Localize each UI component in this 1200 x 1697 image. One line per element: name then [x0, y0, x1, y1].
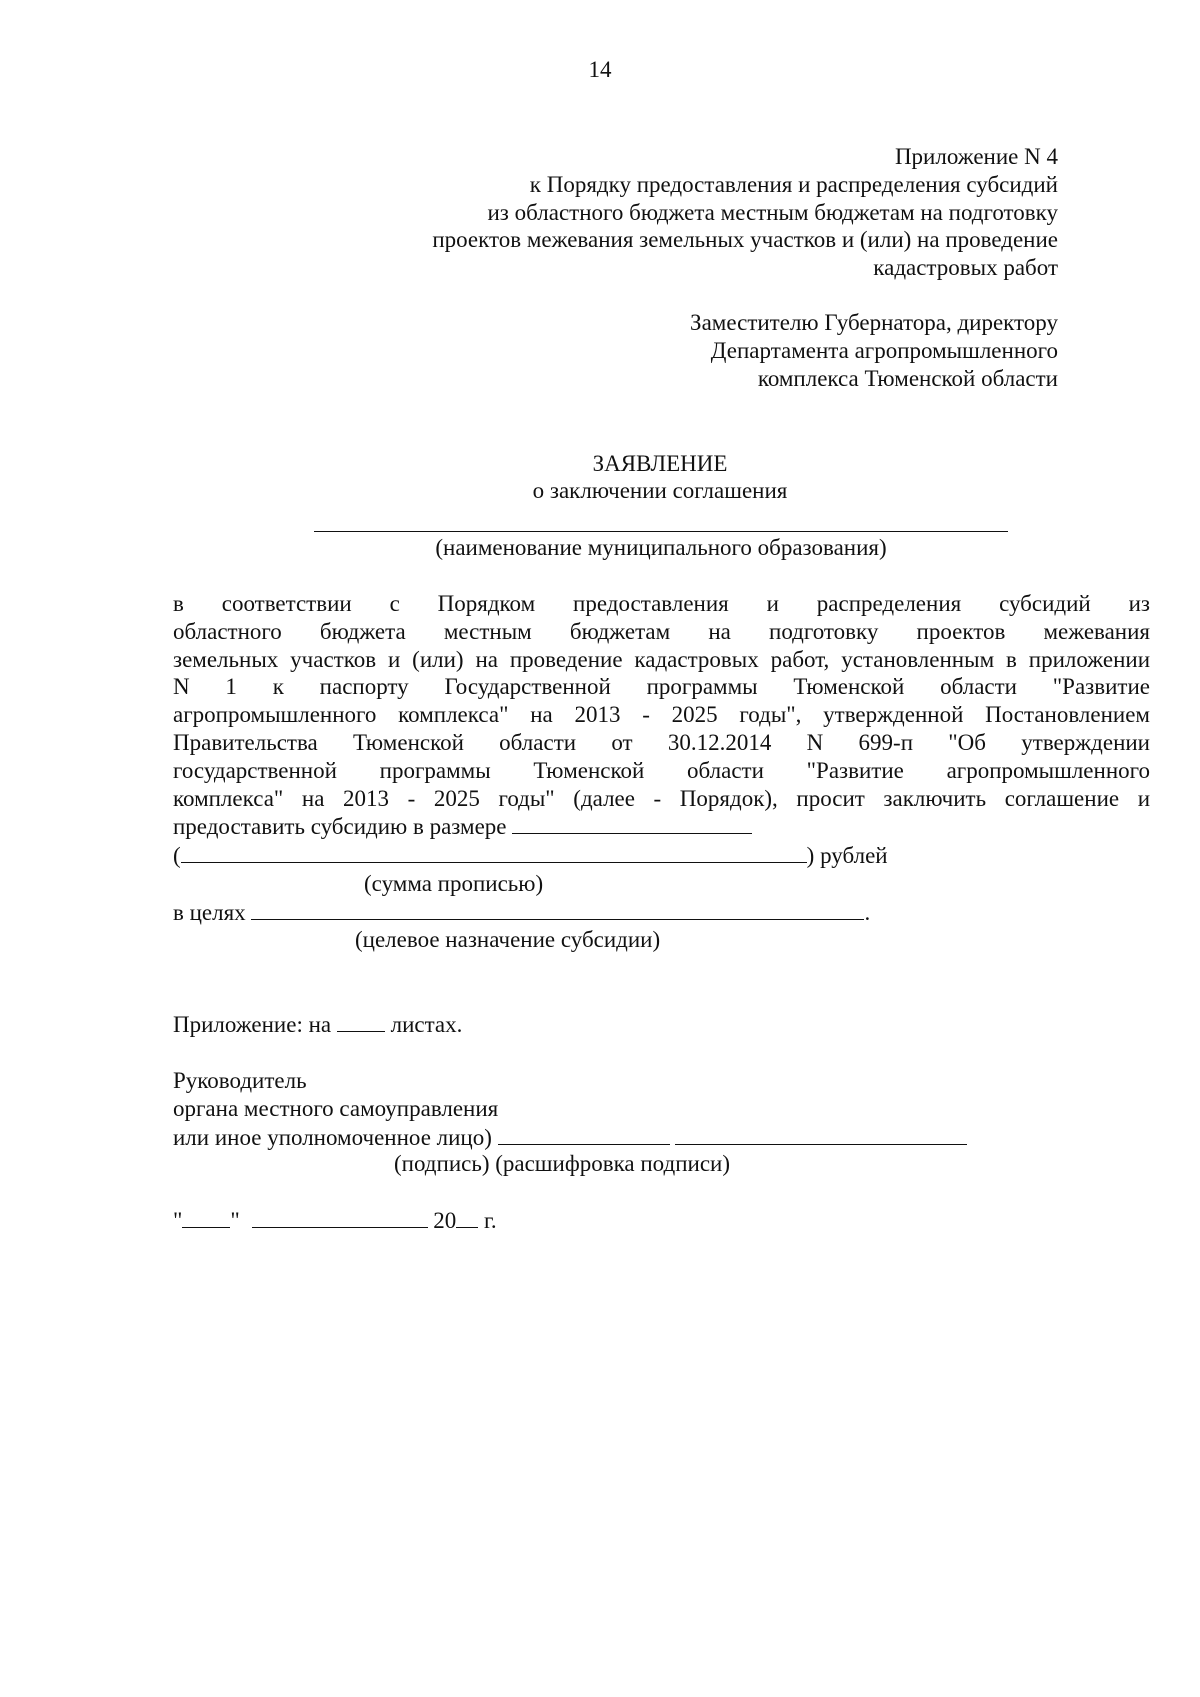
body-paragraph [173, 590, 1150, 870]
body-line: агропромышленного комплекса" на 2013 - 2025 годы", утвержденной Постановлением [173, 702, 1150, 728]
appendix-line: из областного бюджета местным бюджетам на подготовку [487, 199, 1058, 225]
appendix-line: проектов межевания земельных участков и (или) на проведение [432, 227, 1058, 253]
amount-line [173, 812, 1150, 841]
purpose-caption: (целевое назначение субсидии) [355, 927, 661, 952]
amount-label: предоставить субсидию в размере [173, 814, 507, 840]
date-line [173, 1206, 497, 1235]
signatory-line: органа местного самоуправления [173, 1095, 499, 1121]
signature-caption: (подпись) (расшифровка подписи) [394, 1151, 731, 1176]
date-year-blank[interactable] [456, 1206, 478, 1228]
addressee-line: Департамента агропромышленного [710, 337, 1058, 363]
appendix-line: кадастровых работ [873, 255, 1058, 281]
appendix-block [432, 143, 1058, 282]
body-line: N 1 к паспорту Государственной программы Тюменской области "Развитие [173, 674, 1150, 700]
purpose-line [173, 898, 870, 927]
municipality-blank-line [314, 531, 1008, 532]
body-line: в соответствии с Порядком предоставления и распределения субсидий из [173, 591, 1150, 616]
amount-words-close: ) рублей [806, 843, 888, 869]
signatory-line: или иное уполномоченное лицо) [173, 1124, 492, 1150]
municipality-caption: (наименование муниципального образования) [435, 535, 887, 560]
date-year-suffix: г. [484, 1208, 497, 1233]
purpose-label: в целях [173, 900, 246, 925]
amount-words-blank[interactable] [181, 841, 807, 863]
date-year-prefix: 20 [433, 1208, 457, 1233]
attachment-suffix: листах. [390, 1012, 463, 1037]
signature-blank[interactable] [498, 1123, 670, 1145]
addressee-block [690, 309, 1058, 392]
body-line: комплекса" на 2013 - 2025 годы" (далее - Порядок), просит заключить соглашение и [173, 785, 1150, 811]
amount-blank[interactable] [512, 812, 752, 834]
purpose-blank[interactable] [251, 898, 864, 920]
amount-words-caption: (сумма прописью) [364, 871, 544, 896]
purpose-end: . [864, 900, 871, 925]
date-quote-open: " [173, 1208, 183, 1233]
page-number: 14 [588, 57, 612, 82]
attachment-sheets-blank[interactable] [337, 1010, 385, 1032]
signature-decoding-blank[interactable] [675, 1123, 967, 1145]
document-title: ЗАЯВЛЕНИЕ [592, 451, 728, 476]
document-subtitle: о заключении соглашения [532, 478, 788, 503]
attachment-prefix: Приложение: на [173, 1012, 332, 1037]
attachment-line [173, 1010, 462, 1039]
body-line: государственной программы Тюменской области "Развитие агропромышленного [173, 757, 1150, 783]
amount-words-open: ( [173, 843, 181, 869]
signatory-line-with-blanks [173, 1123, 967, 1152]
body-line: областного бюджета местным бюджетам на подготовку проектов межевания [173, 618, 1150, 644]
addressee-line: комплекса Тюменской области [757, 365, 1058, 391]
body-line: земельных участков и (или) на проведение кадастровых работ, установленным в приложении [173, 646, 1150, 672]
amount-words-line [173, 841, 1150, 870]
signatory-line: Руководитель [173, 1068, 307, 1093]
addressee-line: Заместителю Губернатора, директору [690, 310, 1058, 335]
date-day-blank[interactable] [182, 1206, 230, 1228]
appendix-line: к Порядку предоставления и распределения субсидий [529, 171, 1058, 197]
appendix-line: Приложение N 4 [894, 144, 1058, 169]
signatory-block [173, 1067, 967, 1151]
date-quote-close: " [230, 1208, 240, 1233]
body-line: Правительства Тюменской области от 30.12.2014 N 699-п "Об утверждении [173, 729, 1150, 755]
date-month-blank[interactable] [252, 1206, 428, 1228]
